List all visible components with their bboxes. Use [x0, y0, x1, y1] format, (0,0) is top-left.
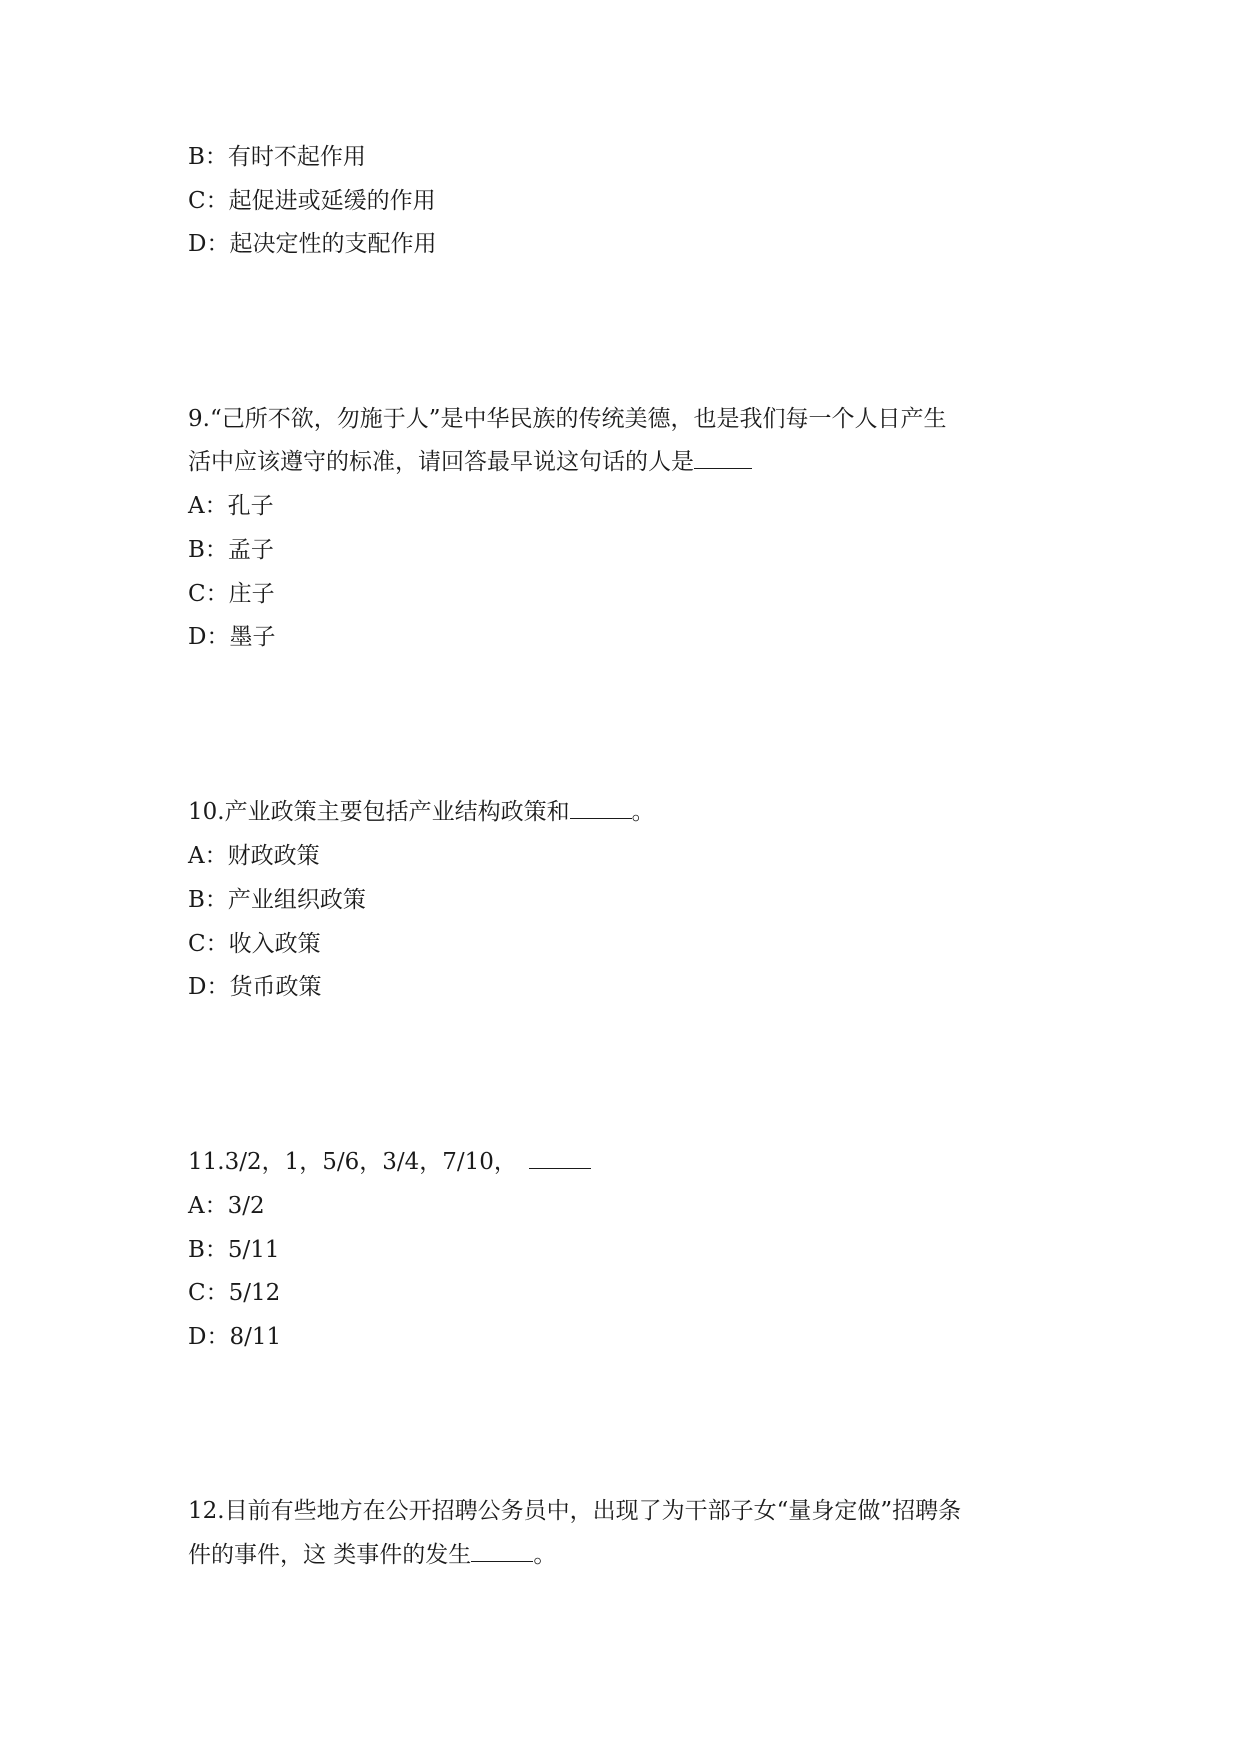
- option-text: 墨子: [229, 624, 276, 650]
- option-text: 有时不起作用: [227, 144, 366, 170]
- q9-option-b: [188, 536, 274, 564]
- option-label: B：: [188, 537, 228, 563]
- q9-option-a: [188, 492, 274, 520]
- answer-blank: [570, 798, 632, 819]
- stem-text: 11.3/2，1，5/6，3/4，7/10，: [188, 1149, 517, 1175]
- option-label: B：: [188, 1237, 228, 1263]
- q8-option-b: [188, 143, 366, 171]
- option-text: 孔子: [227, 493, 274, 519]
- option-text: 货币政策: [229, 974, 322, 1000]
- option-text: 产业组织政策: [227, 887, 366, 913]
- option-text: 3/2: [227, 1193, 265, 1219]
- option-label: A：: [188, 493, 228, 519]
- q12-stem-line2: [188, 1541, 556, 1569]
- option-label: D：: [188, 624, 230, 650]
- option-text: 5/11: [227, 1237, 280, 1263]
- option-label: C：: [188, 188, 229, 214]
- option-text: 孟子: [227, 537, 274, 563]
- q11-option-c: [188, 1279, 280, 1307]
- q12-stem-line1: 12.目前有些地方在公开招聘公务员中，出现了为干部子女“量身定做”招聘条: [188, 1498, 962, 1524]
- q10-option-c: [188, 930, 321, 958]
- answer-blank: [471, 1541, 533, 1562]
- option-text: 庄子: [228, 581, 275, 607]
- q10-option-b: [188, 886, 366, 914]
- option-label: A：: [188, 1193, 228, 1219]
- stem-end: 。: [631, 799, 655, 825]
- q11-option-d: [188, 1323, 281, 1351]
- option-text: 起促进或延缓的作用: [228, 188, 436, 214]
- option-text: 8/11: [229, 1324, 282, 1350]
- stem-end: 。: [533, 1542, 557, 1568]
- q11-option-a: [188, 1192, 265, 1220]
- option-label: D：: [188, 974, 230, 1000]
- option-label: A：: [188, 843, 228, 869]
- answer-blank: [529, 1148, 591, 1169]
- stem-text: 活中应该遵守的标准，请回答最早说这句话的人是: [188, 449, 694, 475]
- option-label: C：: [188, 931, 229, 957]
- option-label: D：: [188, 231, 230, 257]
- q9-stem-line1: 9.“己所不欲，勿施于人”是中华民族的传统美德，也是我们每一个人日产生: [188, 406, 947, 432]
- stem-text: 10.产业政策主要包括产业结构政策和: [188, 799, 570, 825]
- q9-stem-line2: [188, 448, 752, 476]
- q9-option-c: [188, 580, 275, 608]
- q10-option-d: [188, 973, 321, 1001]
- q10-stem: [188, 798, 655, 826]
- option-label: B：: [188, 887, 228, 913]
- q9-option-d: [188, 623, 275, 651]
- option-text: 5/12: [228, 1280, 281, 1306]
- option-label: C：: [188, 1280, 229, 1306]
- option-text: 起决定性的支配作用: [229, 231, 437, 257]
- q11-stem: [188, 1148, 591, 1176]
- option-label: C：: [188, 581, 229, 607]
- option-label: D：: [188, 1324, 230, 1350]
- q10-option-a: [188, 842, 320, 870]
- stem-text: 件的事件，这 类事件的发生: [188, 1542, 472, 1568]
- option-label: B：: [188, 144, 228, 170]
- q8-option-c: [188, 187, 436, 215]
- option-text: 收入政策: [228, 931, 321, 957]
- q8-option-d: [188, 230, 436, 258]
- answer-blank: [694, 448, 752, 469]
- option-text: 财政政策: [227, 843, 320, 869]
- q11-option-b: [188, 1236, 280, 1264]
